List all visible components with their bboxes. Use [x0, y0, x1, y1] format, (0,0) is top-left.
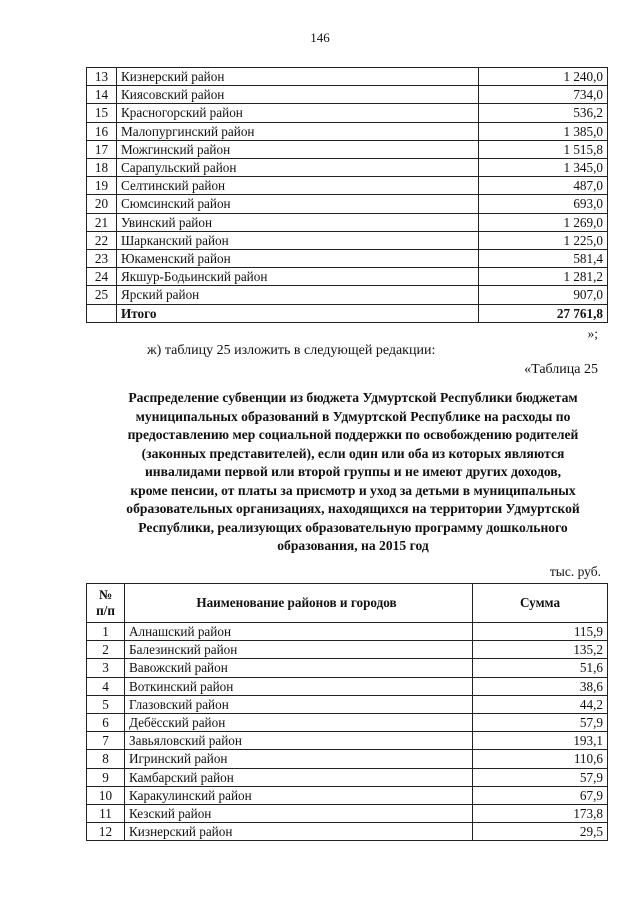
amount: 734,0 [479, 86, 608, 104]
row-number: 2 [87, 641, 125, 659]
row-number: 17 [87, 140, 117, 158]
district-name: Воткинский район [125, 677, 473, 695]
amount: 135,2 [473, 641, 608, 659]
amount: 115,9 [473, 623, 608, 641]
row-number: 14 [87, 86, 117, 104]
district-name: Ярский район [117, 286, 479, 304]
subsidy-table-2015 [86, 583, 608, 841]
row-number: 9 [87, 768, 125, 786]
district-name: Завьяловский район [125, 732, 473, 750]
header-number-line1: № [98, 587, 113, 602]
table-row [87, 250, 608, 268]
table-row [87, 195, 608, 213]
district-name: Каракулинский район [125, 786, 473, 804]
table-row [87, 768, 608, 786]
district-name: Алнашский район [125, 623, 473, 641]
row-number: 10 [87, 786, 125, 804]
district-name: Селтинский район [117, 177, 479, 195]
row-number: 7 [87, 732, 125, 750]
district-name: Глазовский район [125, 695, 473, 713]
table-row [87, 177, 608, 195]
table-row [87, 122, 608, 140]
title-line: Республики, реализующих образовательную программу дошкольного [138, 519, 568, 535]
table-row [87, 659, 608, 677]
district-name: Можгинский район [117, 140, 479, 158]
district-name: Юкаменский район [117, 250, 479, 268]
closing-quote: »; [587, 326, 598, 341]
total-label: Итого [117, 304, 479, 322]
title-line: Распределение субвенции из бюджета Удмуртской Республики бюджетам [128, 390, 578, 405]
amount: 51,6 [473, 659, 608, 677]
row-number: 18 [87, 159, 117, 177]
amount: 67,9 [473, 786, 608, 804]
district-name: Сарапульский район [117, 159, 479, 177]
title-line: образования, на 2015 год [277, 538, 429, 553]
table-header-row [87, 584, 608, 623]
amendment-instruction: ж) таблицу 25 изложить в следующей редакции: [147, 343, 436, 358]
amount: 110,6 [473, 750, 608, 768]
table-row [87, 695, 608, 713]
title-line: образовательных организациях, находящихся на территории Удмуртской [126, 501, 580, 516]
amount: 173,8 [473, 805, 608, 823]
district-name: Шарканский район [117, 231, 479, 249]
amount: 193,1 [473, 732, 608, 750]
row-number: 13 [87, 68, 117, 86]
table-row [87, 623, 608, 641]
header-name: Наименование районов и городов [125, 584, 473, 623]
row-number: 25 [87, 286, 117, 304]
amount: 57,9 [473, 768, 608, 786]
district-name: Кизнерский район [117, 68, 479, 86]
table-row [87, 213, 608, 231]
district-name: Киясовский район [117, 86, 479, 104]
district-name: Сюмсинский район [117, 195, 479, 213]
table-row [87, 677, 608, 695]
subsidy-table-continued [86, 67, 608, 323]
row-number: 1 [87, 623, 125, 641]
row-number: 5 [87, 695, 125, 713]
table-title [92, 389, 614, 556]
table-row [87, 159, 608, 177]
total-number-cell [87, 304, 117, 322]
title-line: кроме пенсии, от платы за присмотр и уход за детьми в муниципальных [130, 482, 576, 498]
row-number: 16 [87, 122, 117, 140]
row-number: 24 [87, 268, 117, 286]
table-row [87, 750, 608, 768]
district-name: Малопургинский район [117, 122, 479, 140]
row-number: 12 [87, 823, 125, 841]
amount: 581,4 [479, 250, 608, 268]
table-row [87, 231, 608, 249]
district-name: Балезинский район [125, 641, 473, 659]
page-number: 146 [310, 30, 330, 45]
row-number: 20 [87, 195, 117, 213]
table-row [87, 86, 608, 104]
district-name: Дебёсский район [125, 714, 473, 732]
amount: 1 281,2 [479, 268, 608, 286]
title-line: муниципальных образований в Удмуртской Республике на расходы по [135, 408, 571, 424]
row-number: 8 [87, 750, 125, 768]
title-line: инвалидами первой или второй группы и не имеют других доходов, [144, 464, 562, 479]
row-number: 23 [87, 250, 117, 268]
table-row [87, 805, 608, 823]
row-number: 3 [87, 659, 125, 677]
header-number [87, 584, 125, 623]
district-name: Кезский район [125, 805, 473, 823]
district-name: Якшур-Бодьинский район [117, 268, 479, 286]
amount: 487,0 [479, 177, 608, 195]
table-row [87, 68, 608, 86]
table-row [87, 786, 608, 804]
amount: 57,9 [473, 714, 608, 732]
total-amount: 27 761,8 [479, 304, 608, 322]
district-name: Красногорский район [117, 104, 479, 122]
table-row [87, 268, 608, 286]
table-label: «Таблица 25 [524, 362, 598, 377]
row-number: 11 [87, 805, 125, 823]
table-row [87, 714, 608, 732]
header-number-line2: п/п [96, 603, 115, 618]
amount: 1 240,0 [479, 68, 608, 86]
title-line: предоставлению мер социальной поддержки по освобождению родителей [127, 427, 579, 442]
amount: 907,0 [479, 286, 608, 304]
row-number: 22 [87, 231, 117, 249]
district-name: Кизнерский район [125, 823, 473, 841]
amount: 44,2 [473, 695, 608, 713]
district-name: Камбарский район [125, 768, 473, 786]
amount: 1 269,0 [479, 213, 608, 231]
header-sum: Сумма [473, 584, 608, 623]
amount: 536,2 [479, 104, 608, 122]
district-name: Увинский район [117, 213, 479, 231]
amount: 1 225,0 [479, 231, 608, 249]
amount: 693,0 [479, 195, 608, 213]
district-name: Игринский район [125, 750, 473, 768]
table-row [87, 104, 608, 122]
district-name: Вавожский район [125, 659, 473, 677]
table-row [87, 286, 608, 304]
table-row [87, 823, 608, 841]
row-number: 21 [87, 213, 117, 231]
table-row [87, 732, 608, 750]
amount: 1 385,0 [479, 122, 608, 140]
row-number: 4 [87, 677, 125, 695]
row-number: 15 [87, 104, 117, 122]
amount: 29,5 [473, 823, 608, 841]
amount: 1 515,8 [479, 140, 608, 158]
title-line: (законных представителей), если один или оба из которых являются [141, 445, 565, 461]
total-row [87, 304, 608, 322]
table-row [87, 641, 608, 659]
amount: 1 345,0 [479, 159, 608, 177]
units-label: тыс. руб. [549, 564, 601, 579]
row-number: 19 [87, 177, 117, 195]
row-number: 6 [87, 714, 125, 732]
table-row [87, 140, 608, 158]
amount: 38,6 [473, 677, 608, 695]
